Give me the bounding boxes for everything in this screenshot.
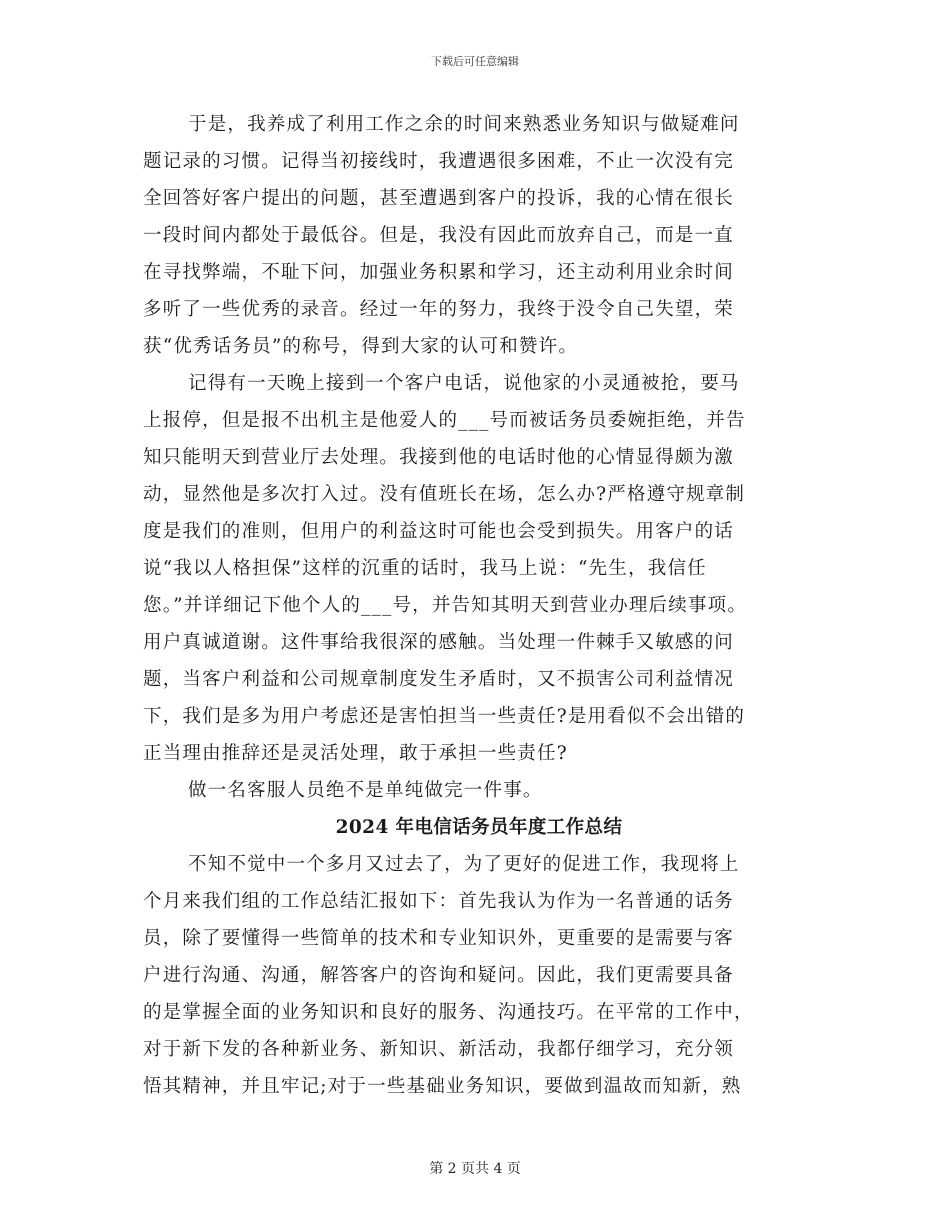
- text-line: 知只能明天到营业厅去处理。我接到他的电话时他的心情显得颇为激: [143, 447, 735, 468]
- paragraph: [143, 365, 815, 772]
- page-header: 下载后可任意编辑: [431, 55, 519, 68]
- text-line: 的是掌握全面的业务知识和良好的服务、沟通技巧。在平常的工作中，: [143, 1002, 754, 1023]
- text-line: 做一名客服人员绝不是单纯做完一件事。: [188, 780, 543, 801]
- paragraph: [143, 846, 815, 1105]
- text-line: 员，除了要懂得一些简单的技术和专业知识外，更重要的是需要与客: [143, 928, 735, 949]
- text-line: 上报停，但是报不出机主是他爱人的___号而被话务员委婉拒绝，并告: [143, 410, 746, 431]
- text-line: 对于新下发的各种新业务、新知识、新活动，我都仔细学习，充分领: [143, 1039, 735, 1060]
- text-line: 说“我以人格担保”这样的沉重的话时，我马上说：“先生，我信任: [143, 558, 707, 579]
- text-line: 悟其精神，并且牢记;对于一些基础业务知识，要做到温故而知新，熟: [143, 1076, 742, 1097]
- text-line: 度是我们的准则，但用户的利益这时可能也会受到损失。用客户的话: [143, 521, 735, 542]
- text-line: 于是，我养成了利用工作之余的时间来熟悉业务知识与做疑难问: [188, 114, 740, 135]
- text-line: 您。”并详细记下他个人的___号，并告知其明天到营业办理后续事项。: [143, 595, 748, 616]
- text-line: 在寻找弊端，不耻下问，加强业务积累和学习，还主动利用业余时间: [143, 262, 735, 283]
- document-body: [143, 106, 815, 1105]
- text-line: 动，显然他是多次打入过。没有值班长在场，怎么办?严格遵守规章制: [143, 484, 746, 505]
- text-line: 下，我们是多为用户考虑还是害怕担当一些责任?是用看似不会出错的: [143, 706, 746, 727]
- text-line: 题记录的习惯。记得当初接线时，我遭遇很多困难，不止一次没有完: [143, 151, 735, 172]
- paragraph: [143, 106, 815, 365]
- text-line: 不知不觉中一个多月又过去了，为了更好的促进工作，我现将上: [188, 854, 740, 875]
- text-line: 一段时间内都处于最低谷。但是，我没有因此而放弃自己，而是一直: [143, 225, 735, 246]
- text-line: 个月来我们组的工作总结汇报如下：首先我认为作为一名普通的话务: [143, 891, 735, 912]
- text-line: 户进行沟通、沟通，解答客户的咨询和疑问。因此，我们更需要具备: [143, 965, 735, 986]
- page-number: 第 2 页共 4 页: [429, 1161, 521, 1177]
- text-line: 用户真诚道谢。这件事给我很深的感触。当处理一件棘手又敏感的问: [143, 632, 735, 653]
- text-line: 正当理由推辞还是灵活处理，敢于承担一些责任?: [143, 743, 568, 764]
- section-title: 2024 年电信话务员年度工作总结: [335, 817, 623, 838]
- paragraph: [143, 772, 815, 809]
- text-line: 记得有一天晚上接到一个客户电话，说他家的小灵通被抢，要马: [188, 373, 740, 394]
- text-line: 全回答好客户提出的问题，甚至遭遇到客户的投诉，我的心情在很长: [143, 188, 735, 209]
- text-line: 题，当客户利益和公司规章制度发生矛盾时，又不损害公司利益情况: [143, 669, 735, 690]
- text-line: 多听了一些优秀的录音。经过一年的努力，我终于没令自己失望，荣: [143, 299, 735, 320]
- text-line: 获“优秀话务员”的称号，得到大家的认可和赞许。: [143, 336, 579, 357]
